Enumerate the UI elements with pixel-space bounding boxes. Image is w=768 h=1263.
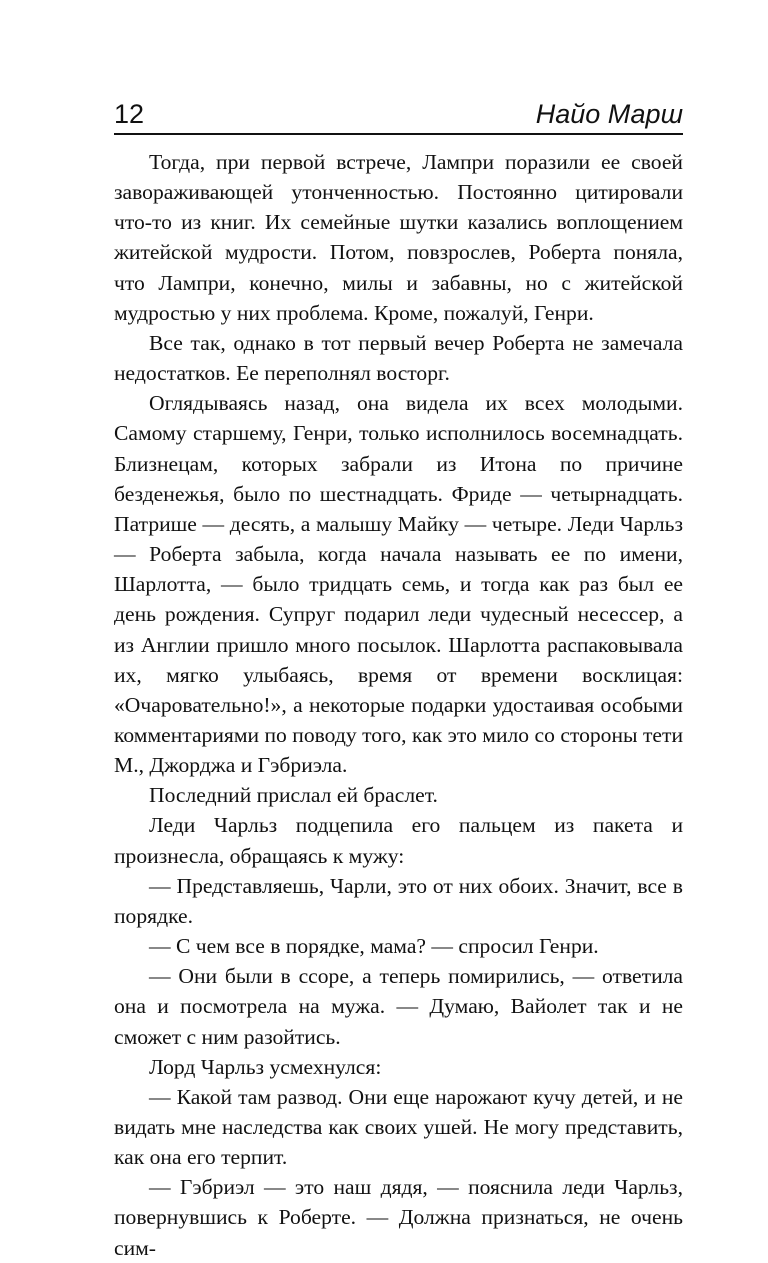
header-rule: [114, 133, 683, 135]
paragraph: — Гэбриэл — это наш дядя, — пояснила леди Чарльз, повернувшись к Роберте. — Должна признаться, не очень сим-: [114, 1175, 683, 1260]
paragraph: Оглядываясь назад, она видела их всех молодыми. Самому старшему, Генри, только исполнилось восемнадцать. Близнецам, которых забрали из Итона по причине безденежья, было по шестнадцать. Фриде — четырнадцать. Патрише — десять, а малышу Майку — четыре. Леди Чарльз — Роберта забыла, когда начала называть ее по имени, Шарлотта, — было тридцать семь, и тогда как раз был ее день рождения. Супруг подарил леди чудесный несессер, а из Англии пришло много посылок. Шарлотта распаковывала их, мягко улыбаясь, время от времени восклицая: «Очаровательно!», а некоторые подарки удостаивая особыми комментариями по поводу того, как это мило со стороны тети М., Джорджа и Гэбриэла.: [114, 391, 683, 778]
page-number: 12: [114, 99, 145, 129]
paragraph: — Они были в ссоре, а теперь помирились, — ответила она и посмотрела на мужа. — Думаю, Вайолет так и не сможет с ним разойтись.: [114, 964, 683, 1049]
running-head: [114, 97, 683, 131]
paragraph: — С чем все в порядке, мама? — спросил Генри.: [149, 934, 599, 959]
paragraph: — Представляешь, Чарли, это от них обоих. Значит, все в порядке.: [114, 873, 683, 928]
paragraph: Леди Чарльз подцепила его пальцем из пакета и произнесла, обращаясь к мужу:: [114, 813, 683, 868]
paragraph: — Какой там развод. Они еще нарожают кучу детей, и не видать мне наследства как своих ушей. Не могу представить, как она его терпит.: [114, 1084, 683, 1170]
paragraph: Лорд Чарльз усмехнулся:: [149, 1054, 382, 1079]
paragraph: Тогда, при первой встрече, Лампри поразили ее своей завораживающей утонченностью. Постоянно цитировали что-то из книг. Их семейные шутки казались воплощением житейской мудрости. Потом, повзрослев, Роберта поняла, что Лампри, конечно, милы и забавны, но с житейской мудростью у них проблема. Кроме, пожалуй, Генри.: [114, 150, 683, 325]
body-text: [114, 147, 683, 1263]
paragraph: Последний прислал ей браслет.: [149, 783, 438, 808]
paragraph: Все так, однако в тот первый вечер Роберта не замечала недостатков. Ее переполнял восторг.: [114, 330, 683, 386]
running-title: Найо Марш: [535, 99, 683, 129]
